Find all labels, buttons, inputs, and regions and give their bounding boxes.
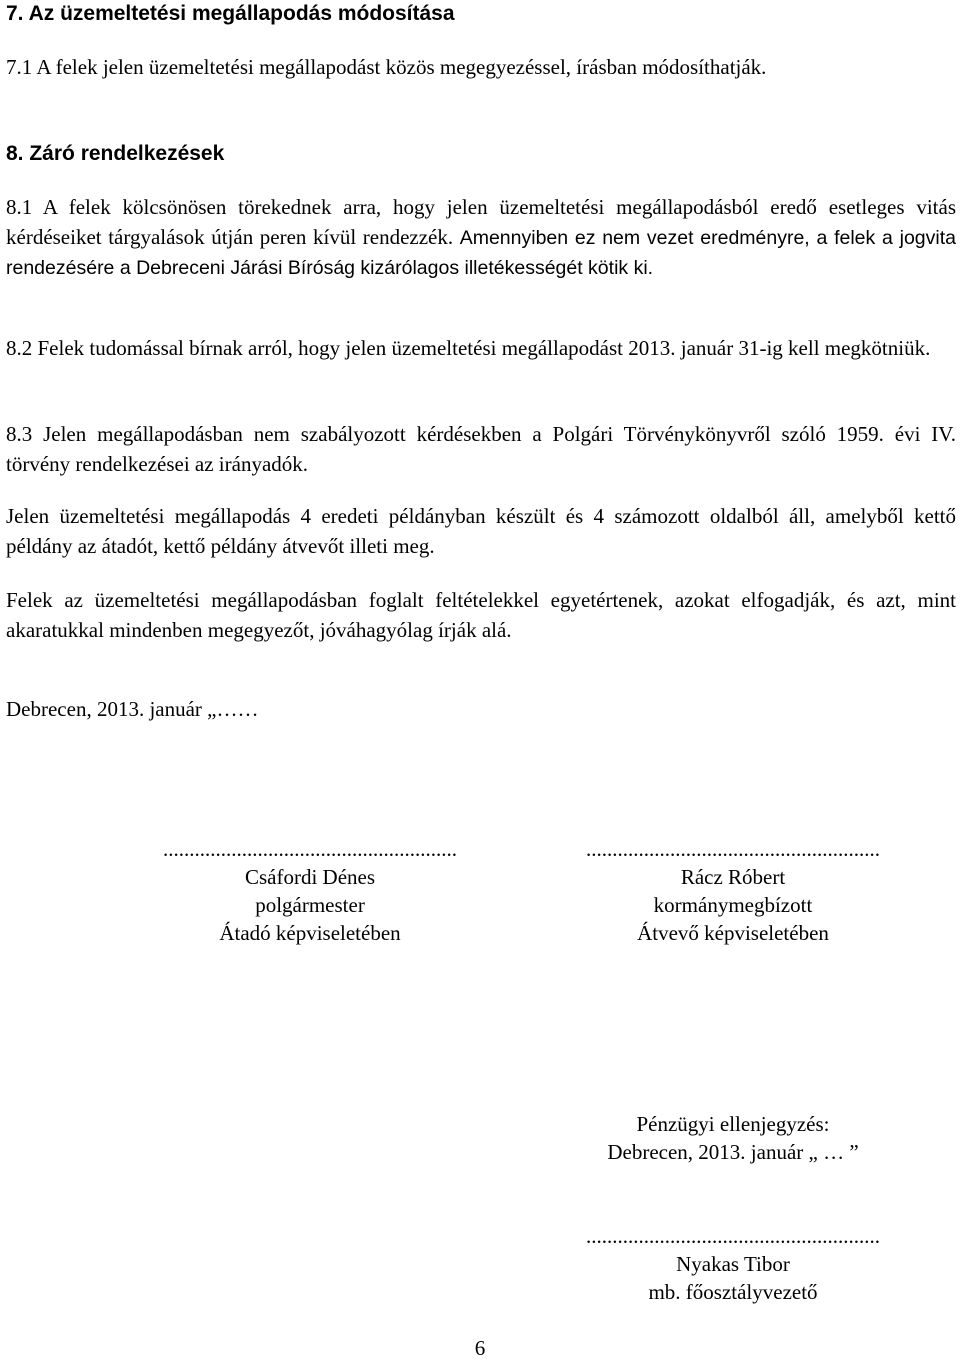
countersign-label: Pénzügyi ellenjegyzés:: [636, 1112, 830, 1136]
signature-block-left: [140, 835, 480, 947]
signatory-role: Átvevő képviseletében: [637, 921, 829, 945]
clause-7-1: 7.1 A felek jelen üzemeltetési megállapodást közös megegyezéssel, írásban módosíthatják.: [6, 55, 767, 79]
signature-line: ........................................................: [163, 837, 457, 861]
signature-line: ........................................................: [586, 837, 880, 861]
section-8-heading: 8. Záró rendelkezések: [6, 142, 225, 165]
signatory-title: mb. főosztályvezető: [648, 1280, 818, 1304]
clause-8-2: 8.2 Felek tudomással bírnak arról, hogy jelen üzemeltetési megállapodást 2013. január 31-ig kell megkötniük.: [6, 336, 931, 360]
clause-8-1: [6, 193, 956, 284]
section-7-heading: 7. Az üzemeltetési megállapodás módosítása: [6, 2, 455, 25]
page-number: 6: [474, 1336, 486, 1360]
place-and-date: Debrecen, 2013. január „……: [6, 697, 259, 721]
signatory-name: Csáfordi Dénes: [244, 865, 376, 889]
signatory-title: kormánymegbízott: [653, 893, 813, 917]
copies-paragraph: Jelen üzemeltetési megállapodás 4 eredeti példányban készült és 4 számozott oldalból áll, amelyből kettő példány az átadót, kettő példány átvevőt illeti meg.: [6, 504, 956, 558]
signatory-name: Nyakas Tibor: [676, 1252, 790, 1276]
signatory-role: Átadó képviseletében: [219, 921, 401, 945]
clause-8-1-first-sentence: 8.1 A felek kölcsönösen törekednek arra, hogy jelen üzemeltetési megállapodásból eredő esetleges vitás kérdéseiket tárgyalások útján peren kívül rendezzék.: [6, 195, 956, 249]
financial-countersign-block: [563, 1110, 903, 1166]
signature-block-right: [563, 835, 903, 947]
signatory-name: Rácz Róbert: [680, 865, 786, 889]
financial-signature-block: [563, 1222, 903, 1306]
signature-line: ........................................................: [586, 1224, 880, 1248]
countersign-date: Debrecen, 2013. január „ … ”: [607, 1140, 859, 1164]
clause-8-3: 8.3 Jelen megállapodásban nem szabályozott kérdésekben a Polgári Törvénykönyvről szóló 1959. évi IV. törvény rendelkezései az irányadók.: [6, 422, 956, 476]
clause-8-1-second-sentence: Amennyiben ez nem vezet eredményre, a felek a jogvita rendezésére a Debreceni Járási Bíróság kizárólagos illetékességét kötik ki.: [6, 226, 956, 279]
signatory-title: polgármester: [255, 893, 365, 917]
agreement-paragraph: Felek az üzemeltetési megállapodásban foglalt feltételekkel egyetértenek, azokat elfogadják, és azt, mint akaratukkal mindenben megegyezőt, jóváhagyólag írják alá.: [6, 588, 956, 642]
